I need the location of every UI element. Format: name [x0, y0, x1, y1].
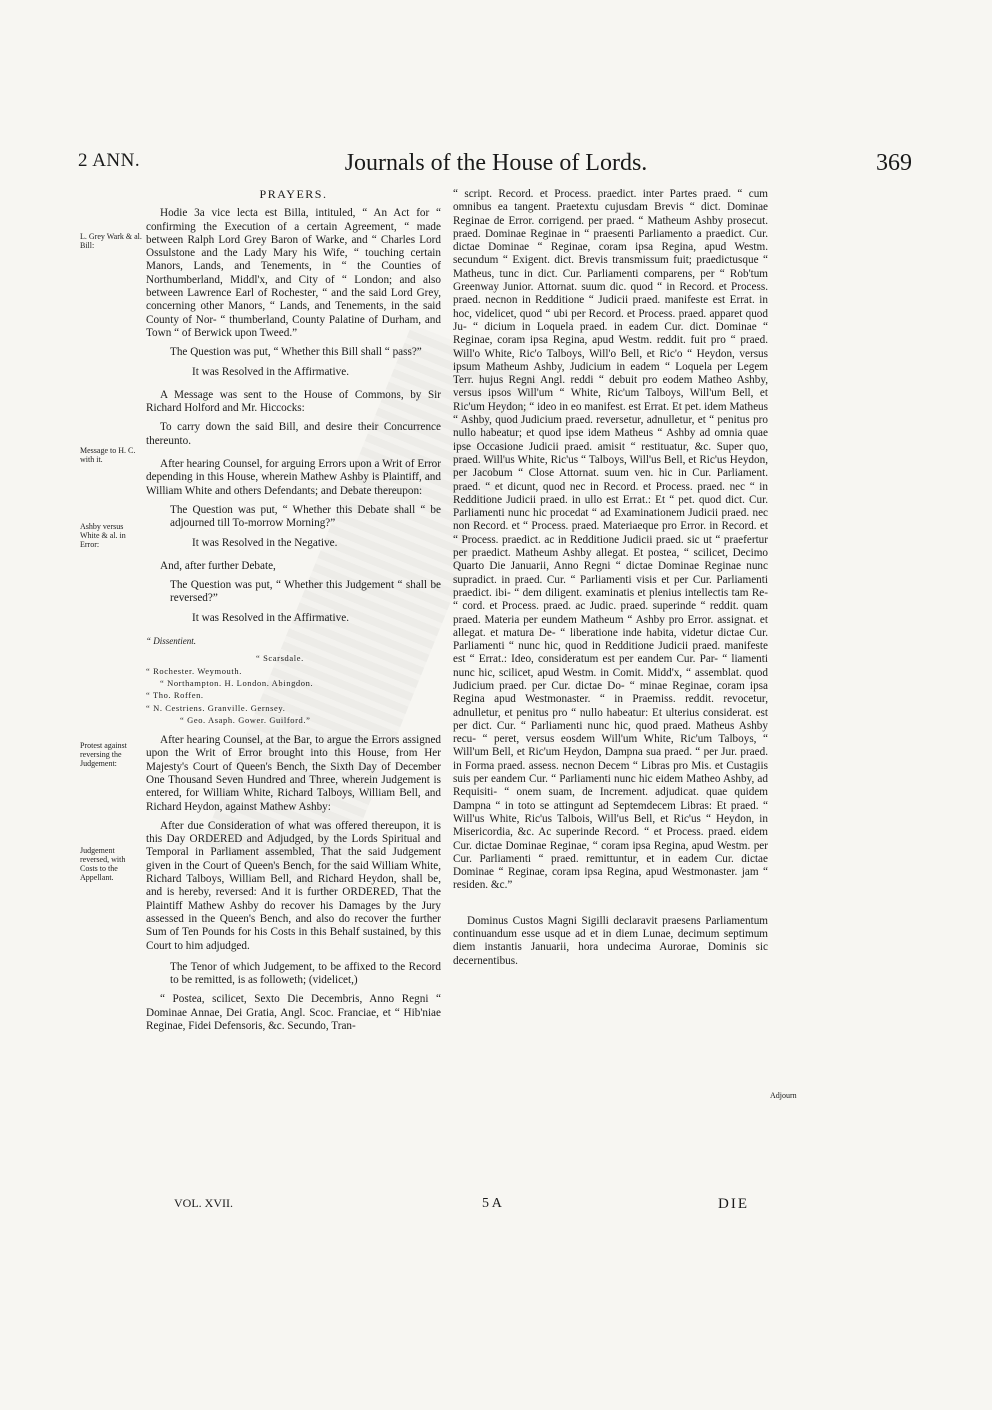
catchword: DIE	[718, 1196, 749, 1212]
lord-line: “ Northampton. H. London. Abingdon.	[160, 677, 314, 688]
adjourn-paragraph: Dominus Custos Magni Sigilli declaravit praesens Parliamentum continuandum esse usque ad et in diem Lunae, decimum septimum diem instantis Januarii, hora undecima Aurorae, Dominis sic decernentibus.	[453, 914, 768, 967]
dissenting-lords	[146, 652, 441, 726]
lord-line: “ Tho. Roffen.	[146, 690, 204, 701]
tenor-paragraph: The Tenor of which Judgement, to be affixed to the Record to be remitted, is as followeth; (videlicet,)	[170, 960, 441, 987]
lord-line: “ Geo. Asaph. Gower. Guilford.”	[180, 714, 311, 725]
lord-line: “ Scarsdale.	[256, 653, 304, 664]
resolved-affirmative-2: It was Resolved in the Affirmative.	[192, 611, 350, 624]
resolved-affirmative-1: It was Resolved in the Affirmative.	[192, 365, 350, 378]
further-debate: And, after further Debate,	[160, 559, 276, 572]
latin-record: “ script. Record. et Process. praedict. inter Partes praed. “ cum omnibus ea tangent. Praetextu cujusdam Brevis “ dict. Dominae Reginae de Error. corrigend. per praed. “ Matheum Ashby prosecut. praed. Dominae Reginae in “ praesenti Parliamento a praedict. Cur. dictae Dominae “ Reginae, coram ipsa Regina, apud Westm. secundum “ Exigent. dict. Brevis transmissum fuit; praedictusque “ Matheus, tunc in dict. Cur. Parliamenti comparens, per “ Rob'tum Greenway Junior. Attornat. suum dic. quod “ in Record. et Process. praed. necnon in Redditione “ Judicii praed. manifeste est Errat. in hoc, videlicet, quod “ ubi per Record. et Process. praed. apparet quod Ju- “ dicium in Loquela praed. in eadem Cur. dict. Dominae “ Reginae, coram ipsa Regina, apud Westm. reddit. fuit pro “ praed. Will'o White, Ric'o Talboys, Will'o Bell, et Ric'o “ Heydon, versus ipsum Matheum Ashby, Judicium in eadem “ Loquela per Legem Terr. hujus Regni Angl. reddi “ debuit pro eodem Matheo Ashby, versus ipsos Will'um “ White, Ric'um Talboys, Will'um Bell, et Ric'um Heydon; “ ideo in eo manifest. est Errat. Et pet. idem Matheus “ Ashby, quod Judicium praed. reversetur, adnulletur, et “ penitus pro nullo habeatur; et quod ipse idem Matheus “ Ashby ad omnia quae ipse Occasione Judicii praed. amisit “ restituatur, &c. Super quo, praed. Will'us White, Ric'us “ Talboys, Will'us Bell, et Ric'us Heydon, per Jacobum “ Close Attornat. suum ven. hic in Cur. Parliament. praed. “ et dicunt, quod nec in Record. et Process. praed. nec “ in Redditione Judicii praed. in ullo est Errat.: Et “ pet. quod dict. Cur. Parliamenti nunc hic procedat “ ad Examinationem Judicii praed. nec non Record. et “ Process. praed. Materiaeque pro Error. in Record. et “ Process. praedict. ac in Redditione Judicii praed. sic ut “ praefertur per praedict. Matheum Ashby allegat. Et postea, “ scilicet, Decimo Quarto Die Januarii, Anno Regni “ dictae Dominae Reginae nunc supradict. in praed. Cur. “ Parliamenti visis et per Cur. Parliamenti praedict. ibi- “ dem diligent. examinatis et plenius intellectis tam Re- “ cord. et Process. praed. ac Judic. praed. superinde “ reddit. quam praed. Materia per eundem Matheum “ Ashby pro Error. assignat. et allegat. et matura De- “ liberatione inde habita, videtur dictae Cur. Parliamenti “ nunc hic, quod in Redditione Judicii praed. manifeste est “ Errat.: Ideo, consideratum est per eandem Cur. Par- “ liamenti nunc hic, scilicet, apud Westm. in Comit. Midd'x, “ assemblat. quod Judicium praed. per Cur. dictae Do- “ minae Reginae, coram ipsa Regina apud Westmonaster. “ in Praemiss. reddit. revocetur, adnulletur, et penitus pro “ nullo habeatur: Et ulterius considerat. est per dict. Cur. “ Parliamenti nunc hic, quod praed. Matheus Ashby recu- “ peret, versus eosdem Will'um White, Ric'um Talboys, “ Will'um Bell, et Ric'um Heydon, Dampna sua praed. “ per Jur. praed. in Forma praed. assess. necnon Decem “ Libras pro Mis. et Custagiis suis per eandem Cur. “ Parliamenti nunc hic eidem Matheo Ashby, ad Requisiti- “ onem suam, de Increment. adjudicat. quae quidem Dampna “ in toto se attingunt ad Septemdecem Libras: Et praed. “ Will'us White, Ric'us Talbois, Will'us Bell, et Ric'us “ Heydon, in Misericordia, &c. Ac superinde Record. “ et Process. praed. eidem Cur. dictae Dominae Reginae, “ coram ipsa Regina, apud Westm. per Cur. Parliamenti “ praed. remittuntur, et in eadem Cur. dictae Dominae “ Reginae, coram ipsa Regina, apud Westmonaster. jam “ residen. &c.”	[453, 188, 768, 892]
question-reverse: The Question was put, “ Whether this Judgement “ shall be reversed?”	[170, 579, 441, 605]
page-title: Journals of the House of Lords.	[344, 150, 648, 176]
resolved-negative: It was Resolved in the Negative.	[192, 536, 338, 549]
margin-note-protest: Protest against reversing the Judgement:	[80, 741, 127, 768]
postea-paragraph: “ Postea, scilicet, Sexto Die Decembris, Anno Regni “ Dominae Annae, Dei Gratia, Angl. Scoc. Franciae, et “ Hib'niae Reginae, Fidei Defensoris, &c. Secundo, Tran-	[146, 993, 441, 1033]
bill-paragraph: Hodie 3a vice lecta est Billa, intituled, “ An Act for “ confirming the Execution of a certain Agreement, “ made between Ralph Lord Grey Baron of Warke, and “ Charles Lord Ossulstone and the Lady Mary his Wife, “ touching certain Manors, Lands, and Tenements, in “ the Counties of Northumberland, Middl'x, and City of “ London; and also between Lawrence Earl of Rochester, “ and the said Lord Grey, concerning other Manors, “ Lands, and Tenements, in the said County of Nor- “ thumberland, County Palatine of Durham, and Town “ of Berwick upon Tweed.”	[146, 207, 441, 339]
judgement-paragraph: After hearing Counsel, at the Bar, to argue the Errors assigned upon the Writ of Error brought into this House, from Her Majesty's Court of Queen's Bench, the Sixth Day of December One Thousand Seven Hundred and Three, wherein Judgement is entered, for William White, Richard Talboys, William Bell, and Richard Heydon, against Mathew Ashby:	[146, 734, 441, 813]
question-adjourn: The Question was put, “ Whether this Debate shall “ be adjourned till To-morrow Morning?”	[170, 503, 441, 530]
carry-paragraph: To carry down the said Bill, and desire their Concurrence thereunto.	[146, 421, 441, 447]
lord-line: “ N. Cestriens. Granville. Gernsey.	[146, 702, 286, 713]
prayers-heading: PRAYERS.	[259, 187, 328, 201]
left-column	[146, 188, 441, 1039]
ordered-paragraph: After due Consideration of what was offered thereupon, it is this Day ORDERED and Adjudged, by the Lords Spiritual and Temporal in Parliament assembled, That the said Judgement given in the Court of Queen's Bench, for the said William White, Richard Talboys, William Bell, and Richard Heydon, shall be, and is hereby, reversed: And it is further ORDERED, That the Plaintiff Mathew Ashby do recover his Damages by the Jury assessed in the Queen's Bench, and also do recover the further Sum of Ten Pounds for his Costs in this Behalf sustained, by this Court to him adjudged.	[146, 819, 441, 952]
question-bill-pass: The Question was put, “ Whether this Bill shall “ pass?”	[170, 346, 422, 359]
lord-line: “ Rochester. Weymouth.	[146, 665, 242, 676]
margin-note-message: Message to H. C. with it.	[80, 446, 136, 464]
counsel-paragraph: After hearing Counsel, for arguing Errors upon a Writ of Error depending in this House, wherein Mathew Ashby is Plaintiff, and William White and others Defendants; and Debate thereupon:	[146, 458, 441, 497]
volume-label: VOL. XVII.	[174, 1196, 233, 1210]
margin-note-ashby: Ashby versus White & al. in Error:	[80, 522, 126, 549]
margin-note-adjourn: Adjourn	[770, 1091, 797, 1100]
margin-note-grey-bill: L. Grey Wark & al. Bill:	[80, 232, 142, 250]
right-column	[453, 188, 768, 974]
page-number: 369	[876, 150, 912, 176]
regnal-year: 2 ANN.	[78, 150, 141, 171]
signature-mark: 5 A	[482, 1196, 502, 1211]
dissentient-label: “ Dissentient.	[146, 636, 197, 647]
margin-note-judgement: Judgement reversed, with Costs to the Appellant.	[80, 846, 126, 882]
message-paragraph: A Message was sent to the House of Commons, by Sir Richard Holford and Mr. Hiccocks:	[146, 388, 441, 415]
